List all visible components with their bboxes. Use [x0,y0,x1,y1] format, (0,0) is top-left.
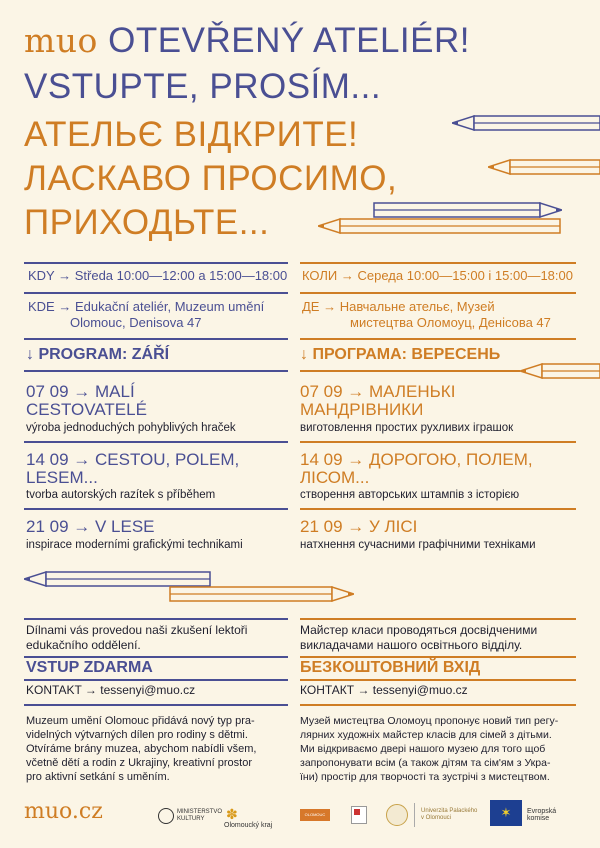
cz-event-2-title2: LESEM... [26,468,98,487]
cz-when-value: Středa 10:00—12:00 a 15:00—18:00 [74,268,288,283]
ua-contact-link[interactable]: КОНТАКТ → tessenyi@muo.cz [300,683,468,697]
cz-lectors-2: edukačního oddělení. [26,638,141,652]
ministry-logo [177,809,222,823]
ua-title-2: ЛАСКАВО ПРОСИМО, [24,159,398,198]
site-url-link[interactable]: muo.cz [24,799,103,824]
cz-about-line: videlných výtvarných dílen pro rodiny s dětmi. [26,729,248,741]
cz-event-3-desc: inspirace moderními grafickými technikami [26,539,243,551]
ua-program-title: ↓ ПРОГРАМА: ВЕРЕСЕНЬ [300,346,501,363]
partner-logo-icon [351,806,367,824]
ua-about-line: запропонувати всім (а також дітям та сім'ям з Укра- [300,757,551,769]
cz-event-1-title2: CESTOVATELÉ [26,400,147,419]
ua-about [300,714,558,784]
ua-where [302,299,495,315]
ua-about-line: Музей мистецтва Оломоуц пропонує новий тип регу- [300,715,559,727]
olomoucky-kraj-logo: Olomoucký kraj [224,822,273,829]
cz-about-line: pro aktivní setkání s uměním. [26,771,170,783]
cz-event-1-desc: výroba jednoduchých pohyblivých hraček [26,422,236,434]
ua-event-2-title2: ЛІСОМ... [300,468,370,487]
cz-lectors-1: Dílnami vás provedou naši zkušení lektoři [26,623,248,637]
cz-about [26,714,256,784]
ua-event-3-desc: натхнення сучасними графічними техніками [300,539,536,551]
eu-logo [527,808,556,822]
ua-where-line2: мистецтва Оломоуц, Денісова 47 [350,315,551,330]
ua-about-line: Ми відкриваємо двері нашого музею для того щоб [300,743,546,755]
ministry-logo-text: MINISTERSTVO [177,809,223,815]
ua-event-1-desc: виготовлення простих рухливих іграшок [300,422,514,434]
up-seal-icon [386,804,408,826]
cz-when-label: KDY → [28,268,72,283]
cz-about-line: včetně dětí a rodin z Ukrajiny, kreativní prostor [26,757,253,769]
up-logo-text: Univerzita Palackého [421,808,478,814]
ua-when-label: КОЛИ → [302,268,354,283]
ua-free-entry: БЕЗКОШТОВНИЙ ВХІД [300,659,481,676]
cz-about-line: Otvíráme brány muzea, abychom nabídli všem, [26,743,257,755]
muo-logo: muo [24,21,98,60]
header-line-1 [24,22,470,59]
ua-event-2-title1: 14 09 → ДОРОГОЮ, ПОЛЕМ, [300,450,533,469]
ua-about-line: лярних художніх майстер класів для сімей з дітьми. [300,729,552,741]
cz-where-line2: Olomouc, Denisova 47 [70,315,202,330]
cz-title-1: OTEVŘENÝ ATELIÉR! [108,21,470,60]
cz-free-entry: VSTUP ZDARMA [26,659,153,676]
ua-event-1-title2: МАНДРІВНИКИ [300,400,424,419]
pencil-icon [168,585,354,603]
up-logo [421,808,477,822]
cz-event-3-title1: 21 09 → V LESE [26,517,155,536]
pencil-icon [452,114,600,132]
eu-flag-icon: ✶ [490,800,522,826]
pencil-icon [520,362,600,380]
ministry-logo-icon [158,808,174,824]
cz-where-label: KDE → [28,299,72,314]
eu-logo-text: komise [527,815,550,822]
cz-about-line: Muzeum umění Olomouc přidává nový typ pra- [26,715,255,727]
ua-lectors-1: Майстер класи проводяться досвідченими [300,623,538,637]
up-logo-text: v Olomouci [421,815,452,821]
cz-contact-link[interactable]: KONTAKT → tessenyi@muo.cz [26,683,196,697]
ua-title-1: АТЕЛЬЄ ВІДКРИТЕ! [24,115,359,154]
ua-title-3: ПРИХОДЬТЕ... [24,203,270,242]
cz-title-2: VSTUPTE, PROSÍM... [24,67,382,106]
ua-lectors-2: викладачами нашого освітнього відділу. [300,638,523,652]
olomouc-logo: OLOMOUC [300,809,330,821]
olomoucky-kraj-icon: ✽ [226,806,238,822]
cz-when [28,268,287,284]
ua-where-line1: Навчальне ательє, Музей [339,299,495,314]
cz-event-2-title1: 14 09 → CESTOU, POLEM, [26,450,240,469]
ua-when-value: Середа 10:00—15:00 і 15:00—18:00 [357,268,573,283]
cz-program-title: ↓ PROGRAM: ZÁŘÍ [26,346,170,363]
ua-event-2-desc: створення авторських штампів з історією [300,489,520,501]
ua-when [302,268,573,284]
ua-about-line: їни) простір для творчості та зустрічі з мистецтвом. [300,771,550,783]
cz-where-line1: Edukační ateliér, Muzeum umění [74,299,265,314]
ministry-logo-text: KULTURY [177,816,205,822]
ua-event-1-title1: 07 09 → МАЛЕНЬКІ [300,382,456,401]
cz-where [28,299,264,315]
pencil-icon [318,217,562,235]
cz-event-2-desc: tvorba autorských razítek s příběhem [26,489,216,501]
pencil-icon [488,158,600,176]
eu-logo-text: Evropská [527,808,557,815]
ua-where-label: ДЕ → [302,299,337,314]
cz-event-1-title1: 07 09 → MALÍ [26,382,135,401]
ua-event-3-title1: 21 09 → У ЛІСІ [300,517,418,536]
